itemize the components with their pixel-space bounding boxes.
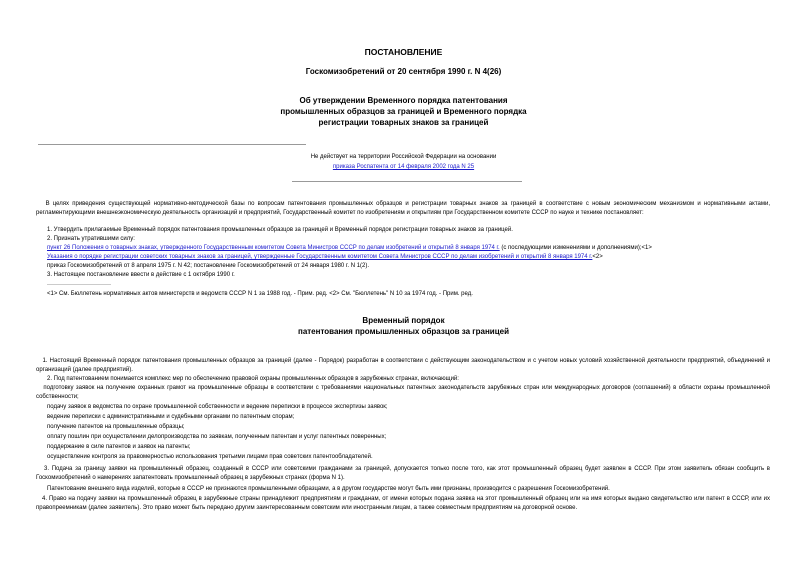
body-paragraph-1: 1. Настоящий Временный порядок патентования промышленных образцов за границей (далее - Порядок) разработан в соответствии с действующим законодательством и с учетом новых условий хозяйственной деятельности предприятий, объединений и организаций (далее предприятий). (36, 358, 770, 373)
document-title-line-1: Об утверждении Временного порядка патентования (299, 96, 508, 105)
status-text: Не действует на территории Российской Федерации на основании (310, 154, 497, 160)
body-paragraph-4: 4. Право на подачу заявки на промышленный образец в зарубежные страны принадлежит предприятиям и гражданам, от имени которых подана заявка на этот промышленный образец или на имя которых выдано свидетельство или патент в СССР, или их правопреемникам (далее заявитель). Это право может быть передано другим заинтересованным советским или иностранным лицам, а также совместным предприятиям на договорной основе. (36, 496, 770, 511)
preamble-item-2a: пункт 26 Положения о товарных знаках, утвержденного Государственным комитетом Совета Министров СССР по делам изобретений и открытий 8 января 1974 г. (с последующими изменениями и дополнениями);<1> (47, 245, 652, 251)
footnotes: <1> См. Бюллетень нормативных актов министерств и ведомств СССР N 1 за 1988 год. - Прим. ред. <2> См. "Бюллетень" N 10 за 1974 год. - Прим. ред. (47, 291, 473, 297)
body-paragraph-3b: Патентование внешнего вида изделий, которые в СССР не признаются промышленными образцами, а в другом государстве могут быть ими признаны, производится с разрешения Госкомизобретений. (47, 486, 610, 492)
preamble-item-2c: приказ Госкомизобретений от 8 апреля 1975 г. N 42; постановление Госкомизобретений от 24 января 1980 г. N 1(2). (47, 263, 370, 269)
divider-status (292, 181, 522, 182)
body-paragraph-3: 3. Подача за границу заявки на промышленный образец, созданный в СССР или советскими гражданами за границей, допускается только после того, как этот промышленный образец будет заявлен в СССР. При этом заявитель обязан сообщить в Госкомизобретений о намерениях запатентовать промышленный образец в зарубежных странах (форма N 1). (36, 466, 770, 481)
document-type: ПОСТАНОВЛЕНИЕ (364, 47, 443, 57)
document-title-line-3: регистрации товарных знаков за границей (318, 118, 489, 127)
body-paragraph-2g: осуществление контроля за правомерностью использования третьими лицами прав советских патентообладателей. (47, 454, 373, 460)
preamble-item-2: 2. Признать утратившими силу: (47, 236, 135, 242)
body-paragraph-2d: получение патентов на промышленные образцы; (47, 424, 185, 430)
body-paragraph-2a: подготовку заявок на получение охранных грамот на промышленные образцы в соответствии с требованиями национальных патентных законодательств зарубежных стран или международных договоров (соглашений) в области охраны промышленной собственности; (36, 385, 770, 400)
status-link[interactable]: приказа Роспатента от 14 февраля 2002 года N 25 (332, 164, 475, 170)
body-paragraph-2e: оплату пошлин при осуществлении делопроизводства по заявкам, полученным патентам и услуг патентных поверенных; (47, 434, 387, 440)
footnote-divider: -------------------------------- (47, 282, 111, 288)
preamble-paragraph: В целях приведения существующей нормативно-методической базы по вопросам патентования промышленных образцов и регистрации товарных знаков за границей в соответствие с новым экономическим механизмом и нормативными актами, регламентирующими внешнеэкономическую деятельность организаций и предприятий, Государственный комитет по изобретениям и открытиям при Государственном комитете СССР по науке и технике постановляет: (36, 201, 770, 216)
link-trademark-regulation[interactable]: пункт 26 Положения о товарных знаках, утвержденного Государственным комитетом Совета Министров СССР по делам изобретений и открытий 8 января 1974 г. (47, 245, 500, 251)
document-title-line-2: промышленных образцов за границей и Временного порядка (280, 107, 527, 116)
body-paragraph-2f: поддержание в силе патентов и заявок на патенты; (47, 444, 191, 450)
preamble-item-3: 3. Настоящее постановление ввести в действие с 1 октября 1990 г. (47, 272, 235, 278)
body-paragraph-2b: подачу заявок в ведомства по охране промышленной собственности и ведение переписки в процессе экспертизы заявок; (47, 404, 388, 410)
preamble-item-2b: Указания о порядке регистрации советских товарных знаков за границей, утвержденные Государственным комитетом Совета Министров СССР по делам изобретений и открытий 8 января 1974 г.<2> (47, 254, 603, 260)
section-title-line-1: Временный порядок (362, 316, 445, 325)
divider-top (38, 144, 306, 145)
link-registration-instructions[interactable]: Указания о порядке регистрации советских товарных знаков за границей, утвержденные Государственным комитетом Совета Министров СССР по делам изобретений и открытий 8 января 1974 г. (47, 254, 593, 260)
preamble-item-1: 1. Утвердить прилагаемые Временный порядок патентования промышленных образцов за границей и Временный порядок регистрации товарных знаков за границей. (47, 227, 513, 233)
body-paragraph-2c: ведение переписки с административными и судебными органами по патентным спорам; (47, 414, 295, 420)
section-title-line-2: патентования промышленных образцов за границей (297, 327, 510, 336)
document-issuer-date: Госкомизобретений от 20 сентября 1990 г. N 4(26) (305, 67, 502, 76)
body-paragraph-2: 2. Под патентованием понимается комплекс мер по обеспечению правовой охраны промышленных образцов в зарубежных странах, включающий: (47, 376, 459, 382)
